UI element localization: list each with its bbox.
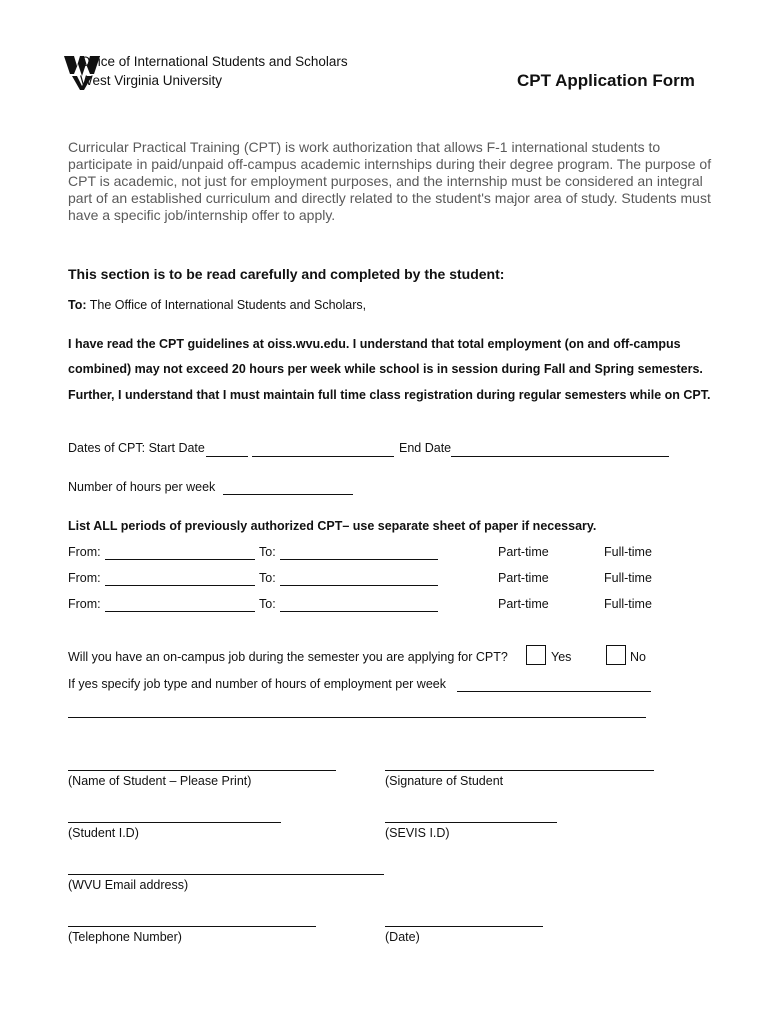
period-from-label: From: — [68, 597, 101, 611]
hours-label: Number of hours per week — [68, 480, 216, 494]
period-to-label: To: — [259, 597, 276, 611]
student-name-label: (Name of Student – Please Print) — [68, 774, 252, 788]
statement-line-3: Further, I understand that I must maintain full time class registration during regular semesters while on CPT. — [68, 388, 711, 402]
no-label: No — [630, 650, 646, 664]
start-date-field-a[interactable] — [206, 456, 248, 457]
to-line — [68, 298, 366, 312]
period-to-label: To: — [259, 571, 276, 585]
period-from-field[interactable] — [105, 559, 255, 560]
start-date-field-b[interactable] — [252, 456, 394, 457]
to-label: To: — [68, 298, 87, 312]
university-name: West Virginia University — [80, 73, 223, 88]
student-name-field[interactable] — [68, 770, 336, 771]
period-full-time[interactable]: Full-time — [604, 545, 652, 559]
form-title: CPT Application Form — [517, 71, 695, 90]
statement-line-1: I have read the CPT guidelines at oiss.wvu.edu. I understand that total employment (on and off-campus — [68, 337, 681, 351]
period-part-time[interactable]: Part-time — [498, 597, 549, 611]
period-from-field[interactable] — [105, 585, 255, 586]
end-date-label: End Date — [399, 441, 452, 455]
student-signature-label: (Signature of Student — [385, 774, 504, 788]
period-to-field[interactable] — [280, 585, 438, 586]
email-field[interactable] — [68, 874, 384, 875]
dates-label: Dates of CPT: Start Date — [68, 441, 205, 455]
yes-checkbox[interactable] — [526, 645, 546, 665]
date-label: (Date) — [385, 930, 420, 944]
student-id-field[interactable] — [68, 822, 281, 823]
no-checkbox[interactable] — [606, 645, 626, 665]
section-heading: This section is to be read carefully and completed by the student: — [68, 266, 505, 282]
period-part-time[interactable]: Part-time — [498, 545, 549, 559]
end-date-field[interactable] — [451, 456, 669, 457]
statement-line-2: combined) may not exceed 20 hours per week while school is in session during Fall and Spring semesters. — [68, 362, 703, 376]
period-to-field[interactable] — [280, 611, 438, 612]
yes-label: Yes — [551, 650, 572, 664]
specify-field[interactable] — [457, 691, 651, 692]
intro-paragraph: Curricular Practical Training (CPT) is work authorization that allows F-1 international students to participate in paid/unpaid off-campus academic internships during their degree program. The purpose of CPT is academic, not just for employment purposes, and the internship must be considered an integral part of an established curriculum and directly related to the student's major area of study. Students must have a specific job/internship offer to apply. — [68, 139, 712, 223]
period-full-time[interactable]: Full-time — [604, 571, 652, 585]
period-to-label: To: — [259, 545, 276, 559]
period-from-label: From: — [68, 571, 101, 585]
date-field[interactable] — [385, 926, 543, 927]
specify-field-continued[interactable] — [68, 717, 646, 718]
period-from-field[interactable] — [105, 611, 255, 612]
email-label: (WVU Email address) — [68, 878, 189, 892]
period-part-time[interactable]: Part-time — [498, 571, 549, 585]
oncampus-question: Will you have an on-campus job during the semester you are applying for CPT? — [68, 650, 508, 664]
phone-label: (Telephone Number) — [68, 930, 182, 944]
to-text: The Office of International Students and Scholars, — [89, 298, 367, 312]
sevis-id-label: (SEVIS I.D) — [385, 826, 450, 840]
student-signature-field[interactable] — [385, 770, 654, 771]
period-from-label: From: — [68, 545, 101, 559]
periods-heading: List ALL periods of previously authorized CPT– use separate sheet of paper if necessary. — [68, 519, 597, 533]
period-to-field[interactable] — [280, 559, 438, 560]
specify-label: If yes specify job type and number of hours of employment per week — [68, 677, 446, 691]
hours-field[interactable] — [223, 494, 353, 495]
office-name: Office of International Students and Scholars — [80, 54, 348, 69]
sevis-id-field[interactable] — [385, 822, 557, 823]
period-full-time[interactable]: Full-time — [604, 597, 652, 611]
phone-field[interactable] — [68, 926, 316, 927]
student-id-label: (Student I.D) — [68, 826, 139, 840]
